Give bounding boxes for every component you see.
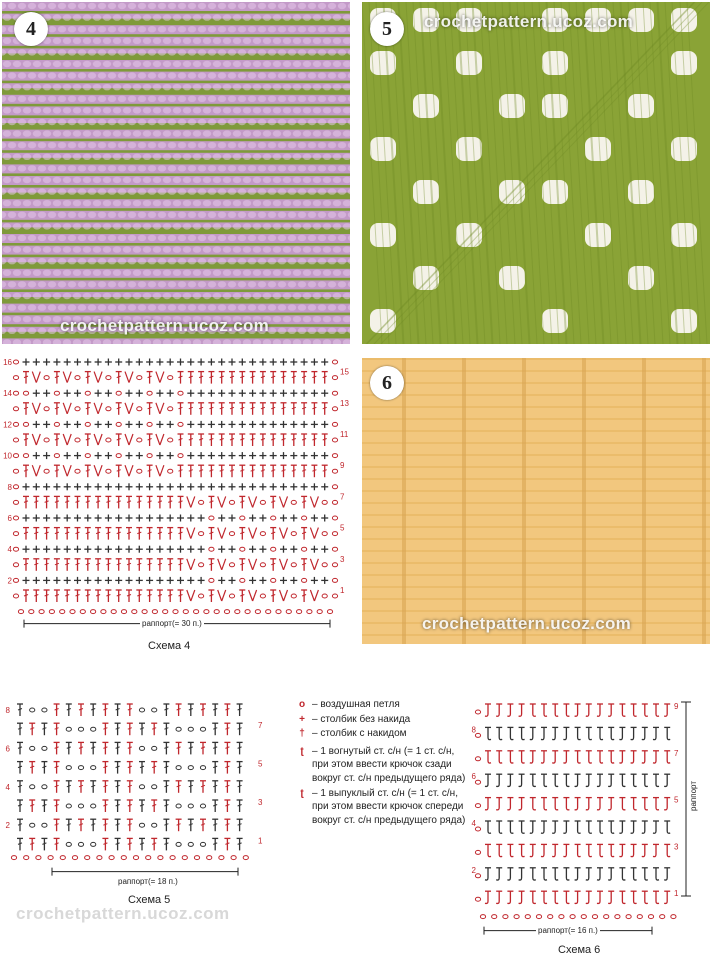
schema-5-row	[17, 742, 243, 754]
symbol-legend	[296, 698, 466, 828]
schema-6-row	[475, 774, 670, 786]
svg-text:7: 7	[258, 721, 263, 731]
svg-text:1: 1	[340, 586, 345, 595]
schema-5-row	[17, 762, 243, 774]
svg-text:7: 7	[340, 492, 345, 502]
legend-item	[296, 713, 466, 727]
svg-text:12: 12	[3, 420, 12, 430]
schema-6-row	[475, 844, 670, 856]
chain-icon: o	[298, 699, 306, 710]
svg-text:6: 6	[7, 514, 12, 523]
svg-text:2: 2	[471, 865, 476, 875]
svg-text:3: 3	[340, 554, 345, 564]
schema-5-row	[17, 723, 243, 735]
svg-text:4: 4	[5, 782, 10, 792]
svg-text:9: 9	[340, 461, 345, 471]
svg-text:8: 8	[7, 482, 12, 492]
front-post-icon: ʈ	[300, 787, 304, 799]
schema-4-row	[13, 577, 337, 584]
photo-pattern-6	[362, 358, 710, 644]
svg-text:11: 11	[340, 430, 349, 439]
schema-4-row	[13, 465, 337, 477]
photo-watermark-6: crochetpattern.ucoz.com	[422, 614, 632, 633]
schema-6-repeat-label: раппорт(= 16 п.)	[538, 926, 598, 935]
schema-5-row	[17, 800, 243, 812]
schema-4-row	[13, 359, 337, 366]
schema-4-row	[13, 590, 337, 602]
schema-5-row	[17, 704, 243, 716]
svg-text:7: 7	[674, 748, 679, 758]
svg-text:9: 9	[674, 702, 679, 711]
schema-6-row	[475, 868, 670, 880]
legend-text: – столбик без накида	[312, 713, 411, 725]
legend-text: – 1 вогнутый ст. с/н (= 1 ст. с/н, при этом ввести крючок сзади вокруг ст. с/н предыдущего ряда)	[312, 745, 466, 784]
legend-item	[296, 787, 466, 828]
legend-text: – воздушная петля	[312, 699, 400, 710]
schema-6-row	[475, 798, 670, 810]
svg-text:3: 3	[258, 798, 263, 807]
site-watermark: crochetpattern.ucoz.com	[16, 904, 230, 923]
schema-4-row	[13, 452, 337, 459]
schema-5-row	[17, 838, 243, 850]
schema-4-row	[13, 403, 337, 415]
schema-4-row	[13, 559, 337, 571]
legend-item	[296, 727, 466, 741]
svg-text:5: 5	[674, 795, 679, 805]
svg-text:5: 5	[340, 523, 345, 533]
svg-text:6: 6	[5, 744, 10, 754]
svg-text:3: 3	[674, 842, 679, 852]
svg-text:2: 2	[7, 576, 12, 586]
schema-4-repeat-label: раппорт(= 30 п.)	[142, 619, 202, 628]
schema-4-row	[13, 528, 337, 540]
svg-text:16: 16	[3, 358, 12, 367]
schema-4-chart	[0, 352, 356, 652]
photo-badge-6: 6	[370, 366, 404, 400]
legend-item	[296, 745, 466, 786]
photo-watermark-5: crochetpattern.ucoz.com	[424, 12, 634, 31]
schema-4-row	[13, 483, 337, 490]
svg-text:8: 8	[5, 706, 10, 715]
schema-4-row	[13, 515, 337, 522]
schema-6-row	[475, 704, 670, 716]
schema-4-row	[13, 390, 337, 397]
schema-4-caption: Схема 4	[148, 640, 191, 652]
legend-item	[296, 698, 466, 712]
single-crochet-icon: +	[299, 713, 305, 725]
svg-text:13: 13	[340, 398, 349, 408]
schema-5-chart	[0, 696, 290, 916]
schema-5-row	[17, 781, 243, 793]
back-post-icon: ʈ	[300, 745, 304, 757]
schema-6-row	[475, 821, 670, 833]
svg-text:1: 1	[674, 889, 679, 899]
schema-6-side-repeat-label: раппорт	[689, 781, 698, 811]
schema-4-row	[13, 421, 337, 428]
photo-watermark-4: crochetpattern.ucoz.com	[60, 316, 270, 335]
schema-4-row	[13, 434, 337, 446]
schema-6-row	[475, 751, 670, 763]
schema-4-row	[13, 546, 337, 553]
svg-text:4: 4	[7, 545, 12, 555]
svg-text:8: 8	[471, 725, 476, 735]
svg-text:6: 6	[471, 772, 476, 782]
schema-5-caption: Схема 5	[128, 894, 171, 906]
photo-badge-4: 4	[14, 12, 48, 46]
svg-text:4: 4	[471, 819, 476, 828]
schema-6-row	[475, 891, 670, 903]
svg-text:2: 2	[5, 821, 10, 831]
schema-6-chart	[462, 696, 712, 960]
svg-text:5: 5	[258, 759, 263, 769]
schema-6-row	[475, 727, 670, 739]
double-crochet-icon: †	[299, 728, 305, 740]
schema-4-row	[13, 372, 337, 384]
svg-text:10: 10	[3, 451, 12, 461]
legend-text: – 1 выпуклый ст. с/н (= 1 ст. с/н, при этом ввести крючок спереди вокруг ст. с/н предыдущего ряда)	[312, 787, 466, 826]
schema-4-row	[13, 496, 337, 508]
svg-text:14: 14	[3, 389, 12, 399]
photo-pattern-4	[2, 2, 350, 344]
schema-5-row	[17, 819, 243, 831]
svg-text:15: 15	[340, 367, 349, 377]
schema-6-caption: Схема 6	[558, 944, 601, 956]
legend-text: – столбик с накидом	[312, 728, 407, 740]
photo-pattern-5	[362, 2, 710, 344]
photo-badge-5: 5	[370, 12, 404, 46]
schema-5-repeat-label: раппорт(= 18 п.)	[118, 877, 178, 886]
svg-text:1: 1	[258, 836, 263, 846]
